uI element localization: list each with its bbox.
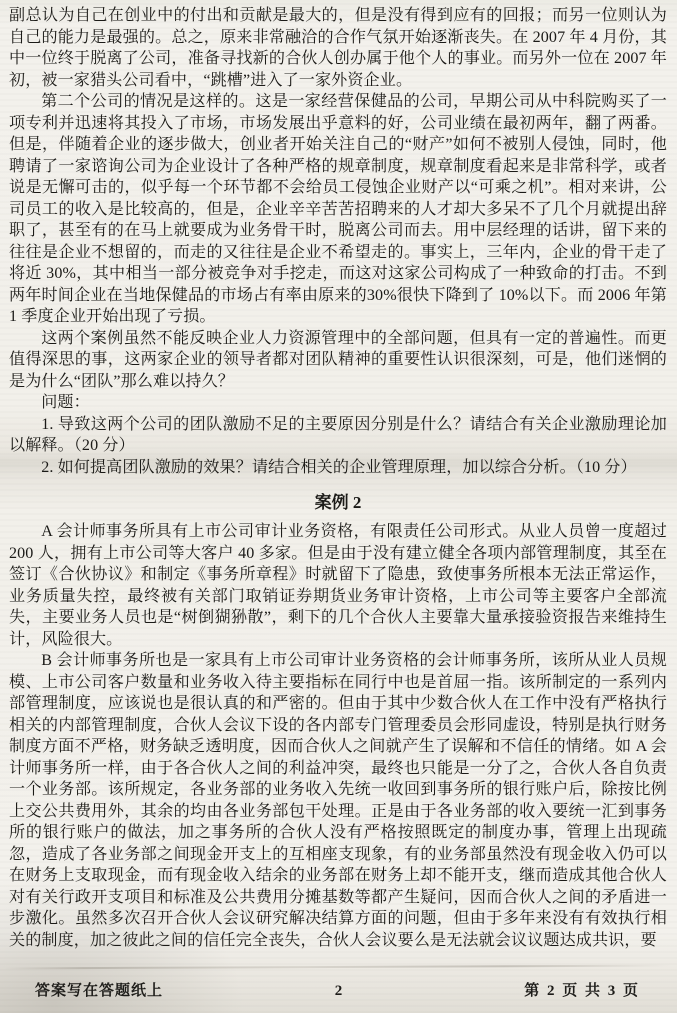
case2-paragraph-firm-b: B 会计师事务所也是一家具有上市公司审计业务资格的会计师事务所，该所从业人员规模、上市公司客户数量和业务收入待主要指标在同行中也是首屈一指。该所制定的一系列内部管理制度，应该说也是很认真的和严密的。但由于其中少数合伙人在工作中没有严格执行相关的内部管理制度，合伙人会议下设的各内部专门管理委员会形同虚设，特别是执行财务制度方面不严格，财务缺乏透明度，因而合伙人之间就产生了误解和不信任的情绪。如 A 会计师事务所一样，由于各合伙人之间的利益冲突，最终也只能是一分了之，合伙人各自负责一个业务部。该所规定，各业务部的业务收入先统一收回到事务所的银行账户后，除按比例上交公共费用外，其余的均由各业务部包干处理。正是由于各业务部的收入要统一汇到事务所的银行账户的做法，加之事务所的合伙人没有严格按照既定的制度办事，管理上出现疏忽，造成了各业务部之间现金开支上的互相座支现象，有的业务部虽然没有现金收入仍可以在财务上支取现金，而有现金收入结余的业务部在财务上却不能开支，继而造成其他合伙人对有关行政开支项目和标准及公共费用分摊基数等都产生疑问，因而合伙人之间的矛盾进一步激化。虽然多次召开合伙人会议研究解决结算方面的问题，但由于多年来没有有效执行相关的制度，加之彼此之间的信任完全丧失，合伙人会议要么是无法就会议议题达成共识，要: [9, 652, 667, 949]
questions-label: 问题：: [41, 394, 90, 411]
question-2: 2. 如何提高团队激励的效果？请结合相关的企业管理原理，加以综合分析。（10 分）: [41, 458, 637, 476]
page-body: [9, 5, 667, 951]
scan-artifact-line: [4, 965, 671, 970]
body-paragraph-summary: 这两个案例虽然不能反映企业人力资源管理中的全部问题，但具有一定的普遍性。而更值得深思的事，这两家企业的领导者都对团队精神的重要性认识很深刻，可是，他们迷惘的是为什么“团队”那么难以持久？: [9, 329, 667, 390]
footer-answer-note: 答案写在答题纸上: [35, 983, 164, 999]
body-paragraph-company2: 第二个公司的情况是这样的。这是一家经营保健品的公司，早期公司从中科院购买了一项专利并迅速将其投入了市场，市场发展出乎意料的好，公司业绩在最初两年，翻了两番。但是，伴随着企业的逐步做大，创业者开始关注自己的“财产”如何不被别人侵蚀，同时，他聘请了一家谘询公司为企业设计了各种严格的规章制度，规章制度看起来是非常科学，或者说是无懈可击的，似乎每一个环节都不会给员工侵蚀企业财产以“可乘之机”。相对来讲，公司员工的收入是比较高的，但是，企业辛辛苦苦招聘来的人才却大多呆不了几个月就提出辞职了，甚至有的在马上就要成为业务骨干时，脱离公司而去。用中层经理的话讲，留下来的往往是企业不想留的，而走的又往往是企业不希望走的。事实上，三年内，企业的骨干走了将近 30%，其中相当一部分被竞争对手挖走，而这对这家公司构成了一种致命的打击。不到两年时间企业在当地保健品的市场占有率由原来的30%很快下降到了 10%以下。而 2006 年第 1 季度企业开始出现了亏损。: [9, 93, 667, 325]
footer-page-info: 第 2 页 共 3 页: [524, 983, 640, 999]
page-footer: [0, 982, 677, 1000]
case2-heading: 案例 2: [314, 493, 362, 512]
question-1: 1. 导致这两个公司的团队激励不足的主要原因分别是什么？请结合有关企业激励理论加以解释。（20 分）: [9, 415, 667, 454]
body-paragraph-continuation: 副总认为自己在创业中的付出和贡献是最大的，但是没有得到应有的回报；而另一位则认为自己的能力是最强的。总之，原来非常融洽的合作气氛开始逐渐丧失。在 2007 年 4 月份，其中一位终于脱离了公司，准备寻找新的合伙人创办属于他个人的事业。而另外一位在 2007 年初，被一家猎头公司看中，“跳槽”进入了一家外资企业。: [9, 7, 667, 89]
case2-paragraph-firm-a: A 会计师事务所具有上市公司审计业务资格，有限责任公司形式。从业人员曾一度超过 200 人，拥有上市公司等大客户 40 多家。但是由于没有建立健全各项内部管理制度，其至在签订《合伙协议》和制定《事务所章程》时就留下了隐患，致使事务所根本无法正常运作，业务质量失控，最终被有关部门取销证券期货业务审计资格，上市公司等主要客户全部流失，主要业务人员也是“树倒猢狲散”，剩下的几个合伙人主要靠大量承接验资报告来维持生计，风险很大。: [9, 523, 667, 648]
footer-page-number: 2: [334, 983, 343, 999]
